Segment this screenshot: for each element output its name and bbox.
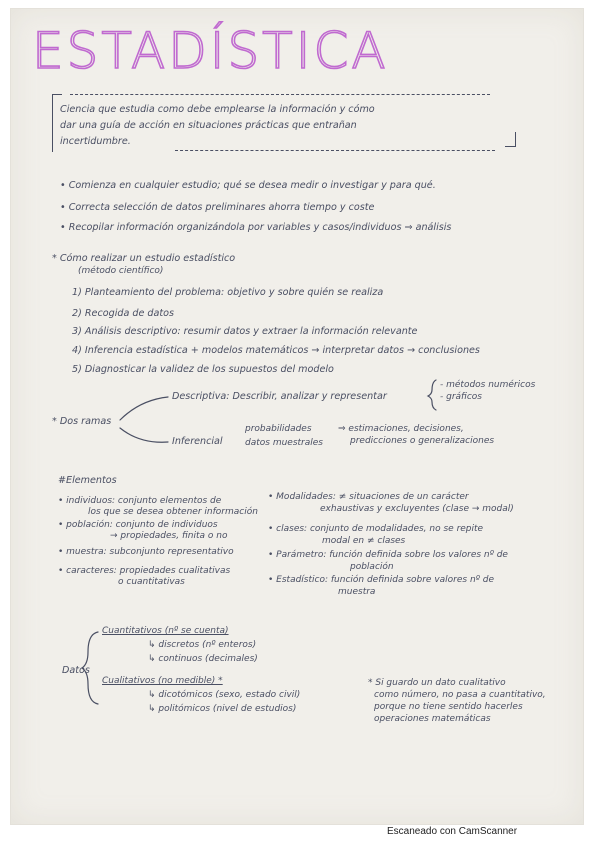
element-right-4b: muestra <box>338 587 376 597</box>
datos-brace <box>82 632 98 704</box>
definition-line-1: Ciencia que estudia como debe emplearse la información y cómo <box>60 104 375 115</box>
datos-note-2: como número, no pasa a cuantitativo, <box>374 690 546 700</box>
descriptiva-method-1: - métodos numéricos <box>440 380 536 390</box>
definition-line-3: incertidumbre. <box>60 136 131 147</box>
bullet-2: • Correcta selección de datos preliminares ahorra tiempo y coste <box>60 202 375 213</box>
element-right-3b: población <box>350 562 394 572</box>
element-right-1a: • Modalidades: ≠ situaciones de un carácter <box>268 492 469 502</box>
howto-step-1: 1) Planteamiento del problema: objetivo y sobre quién se realiza <box>72 287 384 298</box>
element-right-3a: • Parámetro: función definida sobre los valores nº de <box>268 550 508 560</box>
cuantitativos-item-1: ↳ discretos (nº enteros) <box>148 640 257 650</box>
datos-note-1: * Si guardo un dato cualitativo <box>368 678 506 688</box>
howto-step-3: 3) Análisis descriptivo: resumir datos y extraer la información relevante <box>72 326 418 337</box>
methods-brace <box>428 380 436 410</box>
cualitativos-item-1: ↳ dicotómicos (sexo, estado civil) <box>148 690 301 700</box>
howto-step-5: 5) Diagnosticar la validez de los supuestos del modelo <box>72 364 334 375</box>
element-right-1b: exhaustivas y excluyentes (clase → modal) <box>320 504 514 514</box>
element-left-4a: • caracteres: propiedades cualitativas <box>58 566 231 576</box>
datos-cualitativos: Cualitativos (no medible) * <box>102 676 223 686</box>
element-right-2a: • clases: conjunto de modalidades, no se repite <box>268 524 484 534</box>
cualitativos-item-2: ↳ politómicos (nivel de estudios) <box>148 704 297 714</box>
element-left-3: • muestra: subconjunto representativo <box>58 547 234 557</box>
page-title: ESTADÍSTICA <box>32 22 389 80</box>
definition-line-2: dar una guía de acción en situaciones prácticas que entrañan <box>60 120 357 131</box>
cuantitativos-item-2: ↳ continuos (decimales) <box>148 654 258 664</box>
howto-step-2: 2) Recogida de datos <box>72 308 175 319</box>
datos-note-3: porque no tiene sentido hacerles <box>374 702 523 712</box>
branch-arrow-down <box>120 428 168 442</box>
descriptiva-method-2: - gráficos <box>440 392 482 402</box>
scanner-footer: Escaneado con CamScanner <box>387 826 518 837</box>
howto-step-4: 4) Inferencia estadística + modelos matemáticos → interpretar datos → conclusiones <box>72 345 480 356</box>
howto-sub: (método científico) <box>78 266 164 276</box>
inferencial-a: probabilidades <box>245 424 312 434</box>
branch-inferencial: Inferencial <box>172 436 223 447</box>
datos-cuantitativos: Cuantitativos (nº se cuenta) <box>102 626 229 636</box>
bullet-1: • Comienza en cualquier estudio; qué se desea medir o investigar y para qué. <box>60 180 436 191</box>
elements-heading: #Elementos <box>58 475 117 486</box>
element-right-4a: • Estadístico: función definida sobre valores nº de <box>268 575 495 585</box>
element-left-4b: o cuantitativas <box>118 577 185 587</box>
element-left-2b: → propiedades, finita o no <box>110 531 228 541</box>
element-left-1b: los que se desea obtener información <box>88 507 258 517</box>
element-left-2a: • población: conjunto de individuos <box>58 520 218 530</box>
inferencial-b: datos muestrales <box>245 438 323 448</box>
inferencial-result-2: predicciones o generalizaciones <box>350 436 495 446</box>
branches-label: * Dos ramas <box>52 416 112 427</box>
howto-heading: * Cómo realizar un estudio estadístico <box>52 253 236 264</box>
element-left-1a: • individuos: conjunto elementos de <box>58 496 222 506</box>
datos-note-4: operaciones matemáticas <box>374 714 491 724</box>
inferencial-result-1: ⇒ estimaciones, decisiones, <box>338 424 464 434</box>
datos-label: Datos <box>62 665 90 676</box>
branch-arrow-up <box>120 397 168 420</box>
branch-descriptiva: Descriptiva: Describir, analizar y representar <box>172 391 387 402</box>
bullet-3: • Recopilar información organizándola por variables y casos/individuos ⇒ análisis <box>60 222 452 233</box>
element-right-2b: modal en ≠ clases <box>322 536 406 546</box>
